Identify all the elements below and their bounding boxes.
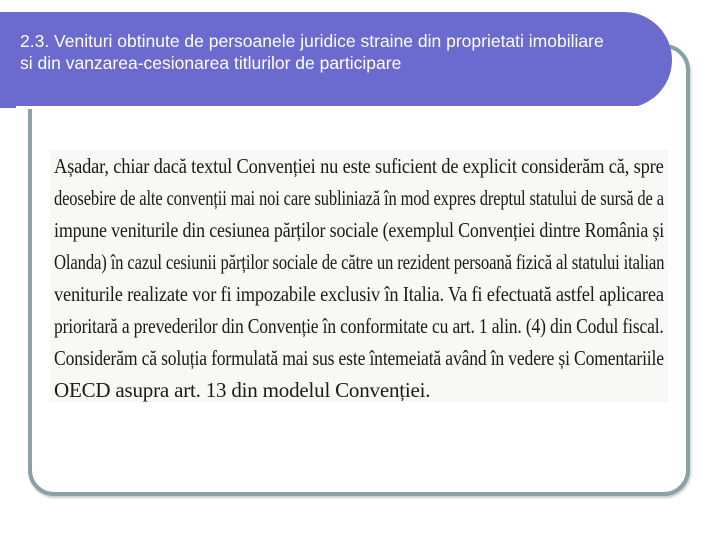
scanned-text-line: Așadar, chiar dacă textul Convenției nu este suficient de explicit considerăm că, spre [54, 154, 664, 178]
scanned-text-line: Considerăm că soluția formulată mai sus este întemeiată având în vedere și Comentariile [54, 346, 664, 370]
scanned-text-image [50, 150, 668, 402]
scanned-text-line: deosebire de alte convenții mai noi care subliniază în mod expres dreptul statului de sursă de a [54, 186, 664, 210]
title-bar [0, 12, 672, 108]
scanned-text-line: OECD asupra art. 13 din modelul Convenției. [54, 378, 431, 402]
slide-title: 2.3. Venituri obtinute de persoanele juridice straine din proprietati imobiliare si din vanzarea-cesionarea titlurilor de participare [20, 31, 604, 73]
scanned-text-line: prioritară a prevederilor din Convenție în conformitate cu art. 1 alin. (4) din Codul fiscal. [54, 314, 664, 338]
scanned-text-line: Olanda) în cazul cesiunii părților sociale de către un rezident persoană fizică al statului italian [54, 250, 665, 274]
scanned-text-line: veniturile realizate vor fi impozabile exclusiv în Italia. Va fi efectuată astfel aplicarea [54, 282, 664, 306]
title-underline [16, 106, 638, 109]
scanned-text-line: impune veniturile din cesiunea părților sociale (exemplul Convenției dintre România și [54, 218, 665, 242]
